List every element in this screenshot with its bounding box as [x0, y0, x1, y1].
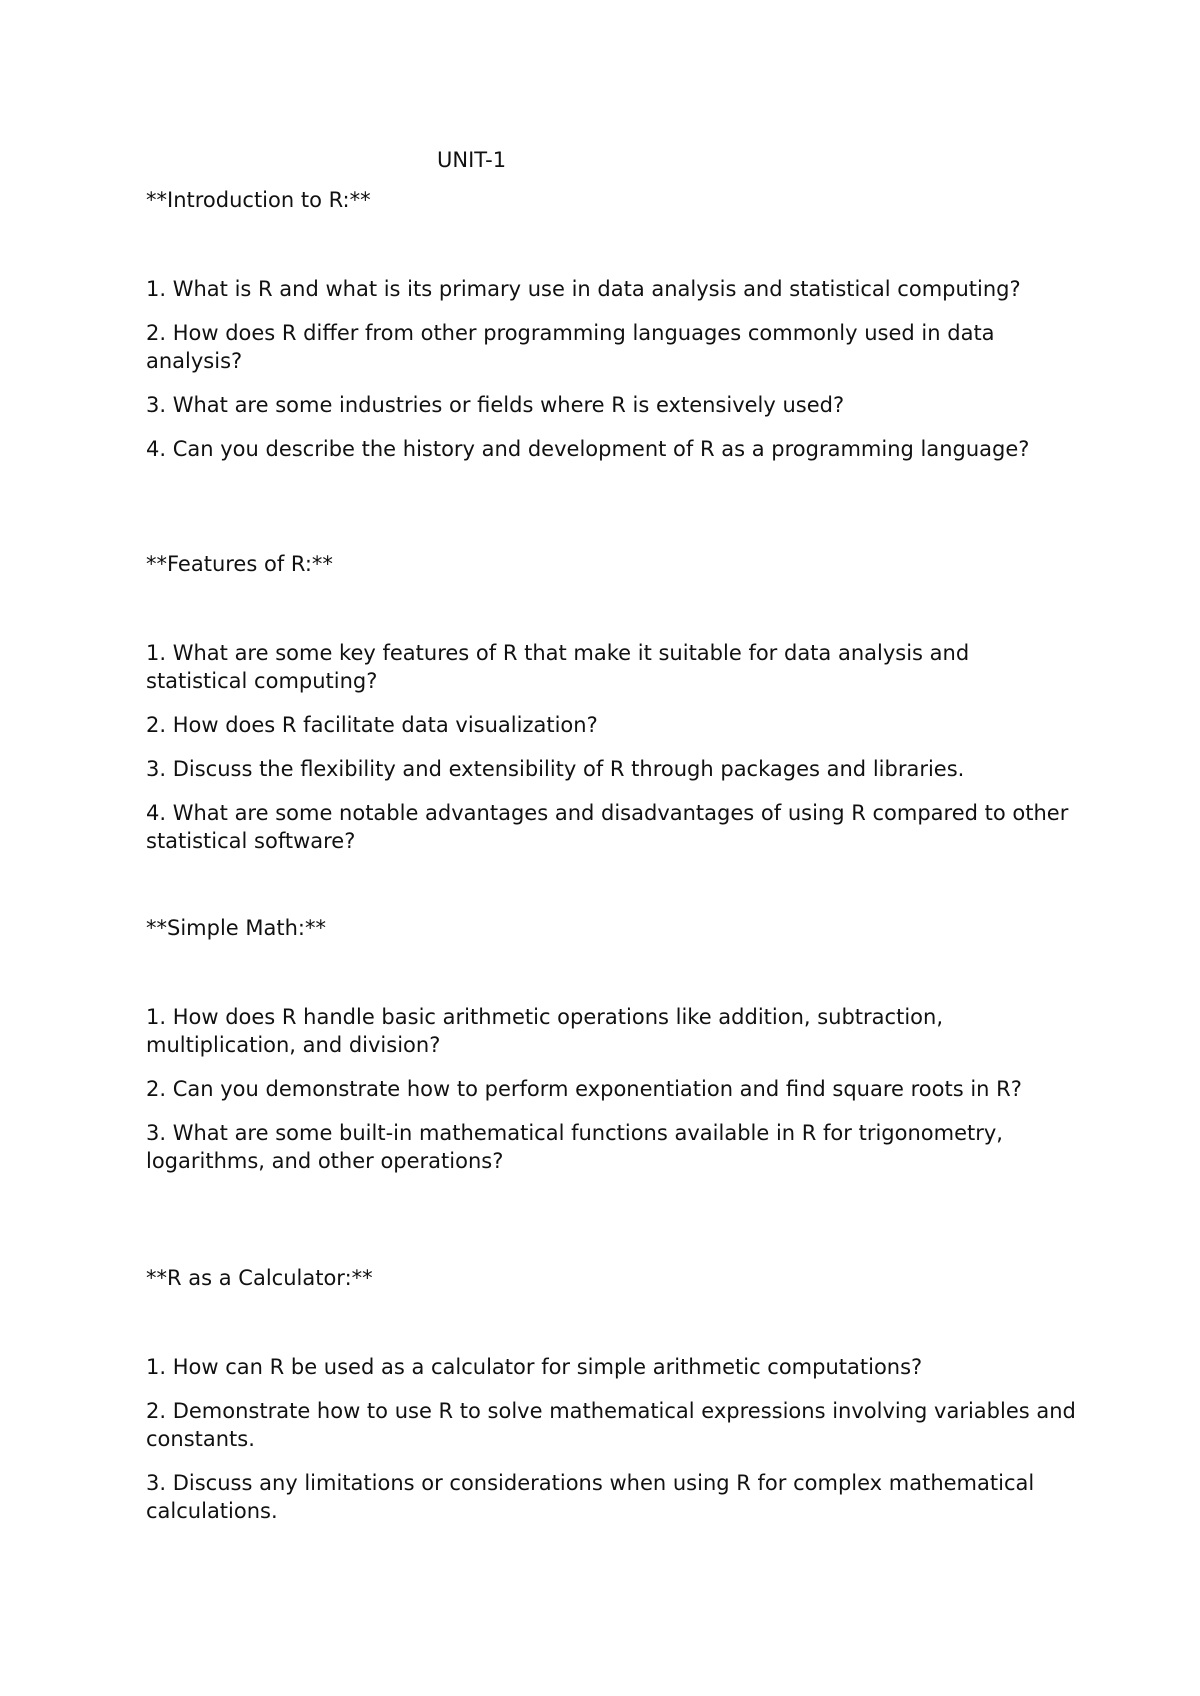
question-item: 3. Discuss the flexibility and extensibility of R through packages and libraries.	[146, 757, 965, 781]
section-simple-math	[146, 914, 1076, 1191]
section-heading: **R as a Calculator:**	[146, 1266, 373, 1290]
question-list	[146, 1353, 1076, 1525]
section-r-as-calculator	[146, 1264, 1076, 1541]
question-item: 1. What is R and what is its primary use in data analysis and statistical computing?	[146, 277, 1021, 301]
question-item: 2. Can you demonstrate how to perform exponentiation and find square roots in R?	[146, 1077, 1022, 1101]
question-item: 1. How does R handle basic arithmetic operations like addition, subtraction, multiplication, and division?	[146, 1005, 943, 1057]
section-introduction	[146, 186, 1076, 479]
question-item: 2. How does R facilitate data visualization?	[146, 713, 598, 737]
section-heading: **Features of R:**	[146, 552, 333, 576]
question-list	[146, 1003, 1076, 1175]
question-item: 2. Demonstrate how to use R to solve mathematical expressions involving variables and constants.	[146, 1399, 1076, 1451]
question-item: 4. What are some notable advantages and disadvantages of using R compared to other statistical software?	[146, 801, 1069, 853]
question-list	[146, 639, 1076, 855]
question-item: 3. Discuss any limitations or considerations when using R for complex mathematical calculations.	[146, 1471, 1035, 1523]
question-item: 4. Can you describe the history and development of R as a programming language?	[146, 437, 1030, 461]
question-item: 3. What are some built-in mathematical functions available in R for trigonometry, logarithms, and other operations?	[146, 1121, 1003, 1173]
question-item: 1. How can R be used as a calculator for simple arithmetic computations?	[146, 1355, 923, 1379]
question-list	[146, 275, 1076, 463]
section-features	[146, 550, 1076, 871]
question-item: 1. What are some key features of R that make it suitable for data analysis and statistical computing?	[146, 641, 970, 693]
section-heading: **Simple Math:**	[146, 916, 326, 940]
section-heading: **Introduction to R:**	[146, 188, 371, 212]
question-item: 2. How does R differ from other programming languages commonly used in data analysis?	[146, 321, 995, 373]
question-item: 3. What are some industries or fields where R is extensively used?	[146, 393, 845, 417]
page-title: UNIT-1	[437, 148, 507, 172]
